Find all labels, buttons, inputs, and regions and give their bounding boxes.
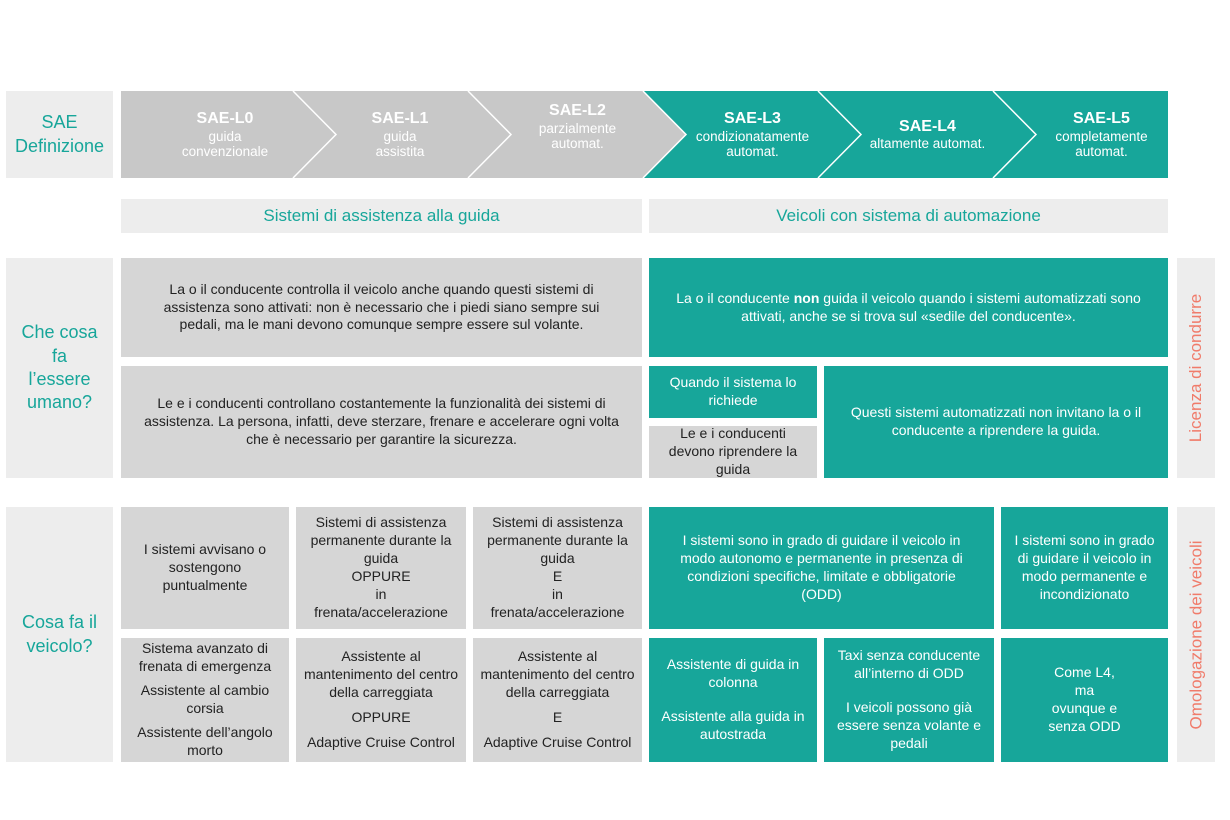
level-desc: automat. [1075,144,1128,160]
level-desc: guida [383,128,417,144]
level-code: SAE-L4 [899,118,956,136]
human-auto-emphasis: non [793,289,820,306]
vehicle-l2-bottom [473,638,642,762]
row-label-vehicle [6,507,113,762]
human-assist-top: La o il conducente controlla il veicolo anche quando questi sistemi di assistenza sono attivati: non è necessario che i piedi siano sempre sui pedali, ma le mani devono comunque sempre essere sul volante. [121,258,642,357]
level-desc: automat. [726,144,779,160]
vehicle-text: Sistemi di assistenza permanente durante la guida [487,514,628,567]
vehicle-text: Sistemi di assistenza permanente durante la guida [310,514,452,567]
side-label-homologation [1177,507,1215,762]
level-code: SAE-L5 [1073,110,1130,128]
level-code: SAE-L3 [724,110,781,128]
vehicle-l2-top [473,507,642,629]
vehicle-l1-top [296,507,466,629]
vehicle-text: Sistema avanzato di frenata di emergenza [138,640,272,675]
human-l45-no-request: Questi sistemi automatizzati non invitano la o il conducente a riprendere la guida. [824,366,1168,478]
level-desc: condizionatamente [695,128,810,144]
level-desc: assistita [375,144,425,160]
vehicle-text: OPPURE [351,568,411,584]
level-code: SAE-L2 [549,102,606,120]
sae-label-line: Definizione [14,135,105,156]
header-automation-vehicles: Veicoli con sistema di automazione [649,199,1168,233]
vehicle-text: Assistente alla guida in autostrada [661,708,805,742]
level-desc: completamente [1055,128,1148,144]
human-l3-takeover: Le e i conducenti devono riprendere la guida [649,426,817,478]
level-desc: guida [208,128,242,144]
vehicle-l3-bottom [649,638,817,762]
level-l3 [680,96,825,174]
side-label-homologation-text: Omologazione dei veicoli [1186,540,1205,729]
vehicle-text: in [375,585,387,602]
vehicle-text: Assistente di guida in colonna [666,656,800,691]
side-label-license [1177,258,1215,478]
vehicle-text: ovunque e [1051,700,1118,716]
vehicle-text: Adaptive Cruise Control [307,733,455,750]
human-l3-request: Quando il sistema lo richiede [649,366,817,418]
vehicle-text: Come L4, [1054,664,1115,681]
sae-label-line: SAE [41,112,78,133]
level-l5 [1035,96,1168,174]
vehicle-l4-bottom [824,638,994,762]
vehicle-l34-top: I sistemi sono in grado di guidare il veicolo in modo autonomo e permanente in presenza di condizioni specifiche, limitate e obbligatorie (ODD) [649,507,994,629]
vehicle-l0-top: I sistemi avvisano o sostengono puntualmente [121,507,289,629]
vehicle-text: Assistente al mantenimento del centro della carreggiata [480,648,635,701]
vehicle-l0-bottom [121,638,289,762]
row-label-line: Che cosa [21,322,98,343]
vehicle-text: OPPURE [351,708,411,725]
level-desc: altamente automat. [869,136,986,152]
level-l1 [330,96,470,174]
human-auto-text: guida il veicolo quando i sistemi automatizzati sono attivati, anche se si trova sul «sedile del conducente». [741,289,1141,324]
level-l0 [150,96,300,174]
vehicle-text: Adaptive Cruise Control [483,733,632,750]
level-l4 [855,96,1000,174]
level-desc: convenzionale [181,144,269,160]
row-label-line: veicolo? [26,635,93,656]
vehicle-text: ma [1074,682,1095,699]
level-code: SAE-L0 [196,110,254,128]
side-label-license-text: Licenza di condurre [1186,293,1205,443]
vehicle-text: I veicoli possono già essere senza volante e pedali [837,699,981,751]
vehicle-text: senza ODD [1048,717,1121,734]
row-label-human [6,258,113,478]
level-l2 [505,88,650,166]
row-label-line: fa [51,345,67,366]
vehicle-text: Assistente dell’angolo morto [137,723,273,758]
vehicle-text: Taxi senza conducente all’interno di ODD [837,647,981,682]
row-label-line: umano? [26,392,93,413]
vehicle-l5-top: I sistemi sono in grado di guidare il veicolo in modo permanente e incondizionato [1001,507,1168,629]
vehicle-text: in [552,585,563,602]
vehicle-text: frenata/accelerazione [490,603,625,620]
vehicle-text: E [552,708,563,725]
level-desc: parzialmente [538,120,617,136]
header-assist-systems: Sistemi di assistenza alla guida [121,199,642,233]
human-assist-bottom: Le e i conducenti controllano costantemente la funzionalità dei sistemi di assistenza. La persona, infatti, deve sterzare, frenare e accelerare ogni volta che è necessario per garantire la sicurezza. [121,366,642,478]
row-label-line: l’essere [28,369,91,389]
vehicle-text: E [552,568,563,584]
human-auto-top [649,258,1168,357]
level-desc: automat. [551,136,604,152]
vehicle-l5-bottom [1001,638,1168,762]
level-code: SAE-L1 [371,110,429,128]
human-auto-text: La o il conducente [676,289,794,306]
vehicle-text: frenata/accelerazione [314,603,448,620]
row-label-line: Cosa fa il [21,612,98,633]
vehicle-text: Assistente al cambio corsia [140,682,270,716]
vehicle-text: Assistente al mantenimento del centro della carreggiata [303,648,459,701]
vehicle-l1-bottom [296,638,466,762]
